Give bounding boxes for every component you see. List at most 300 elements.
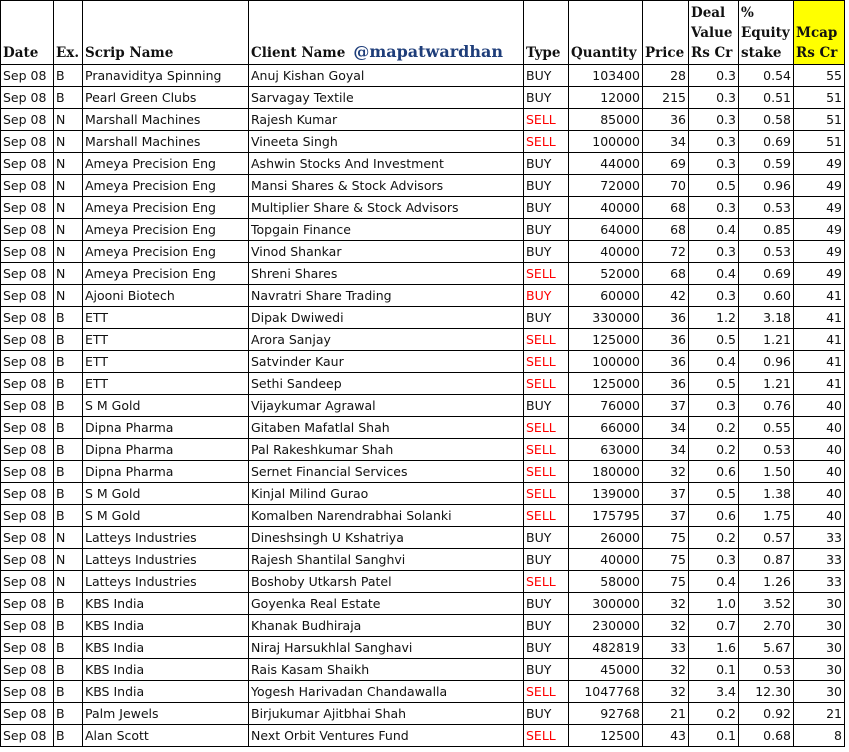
cell-mcap: 30: [794, 637, 845, 659]
cell-client-name: Shreni Shares: [249, 263, 524, 285]
cell-quantity: 12000: [569, 87, 643, 109]
cell-type: SELL: [524, 329, 569, 351]
table-body: [1, 65, 845, 747]
cell-deal-value: 3.4: [689, 681, 739, 703]
cell-date: Sep 08: [1, 175, 54, 197]
table-row: [1, 241, 845, 263]
cell-quantity: 26000: [569, 527, 643, 549]
cell-price: 32: [643, 659, 689, 681]
cell-client-name: Komalben Narendrabhai Solanki: [249, 505, 524, 527]
cell-mcap: 49: [794, 263, 845, 285]
cell-mcap: 8: [794, 725, 845, 747]
cell-client-name: Navratri Share Trading: [249, 285, 524, 307]
cell-equity-stake: 0.58: [739, 109, 794, 131]
cell-type: SELL: [524, 461, 569, 483]
cell-deal-value: 0.3: [689, 87, 739, 109]
cell-price: 68: [643, 197, 689, 219]
cell-equity-stake: 0.59: [739, 153, 794, 175]
cell-client-name: Goyenka Real Estate: [249, 593, 524, 615]
cell-exchange: B: [54, 703, 83, 725]
cell-mcap: 40: [794, 483, 845, 505]
cell-deal-value: 0.3: [689, 241, 739, 263]
cell-exchange: N: [54, 263, 83, 285]
cell-date: Sep 08: [1, 505, 54, 527]
cell-quantity: 40000: [569, 197, 643, 219]
cell-mcap: 51: [794, 109, 845, 131]
cell-type: SELL: [524, 351, 569, 373]
cell-type: BUY: [524, 703, 569, 725]
cell-price: 36: [643, 329, 689, 351]
cell-date: Sep 08: [1, 571, 54, 593]
cell-deal-value: 0.7: [689, 615, 739, 637]
cell-client-name: Kinjal Milind Gurao: [249, 483, 524, 505]
table-row: [1, 505, 845, 527]
table-row: [1, 461, 845, 483]
cell-scrip-name: KBS India: [83, 681, 249, 703]
cell-exchange: B: [54, 329, 83, 351]
cell-quantity: 40000: [569, 241, 643, 263]
cell-price: 72: [643, 241, 689, 263]
cell-scrip-name: ETT: [83, 307, 249, 329]
header-date: Date: [1, 1, 54, 65]
cell-date: Sep 08: [1, 703, 54, 725]
cell-client-name: Sethi Sandeep: [249, 373, 524, 395]
cell-deal-value: 0.4: [689, 219, 739, 241]
table-row: [1, 571, 845, 593]
cell-client-name: Vijaykumar Agrawal: [249, 395, 524, 417]
cell-date: Sep 08: [1, 241, 54, 263]
cell-deal-value: 0.2: [689, 703, 739, 725]
cell-client-name: Next Orbit Ventures Fund: [249, 725, 524, 747]
cell-exchange: B: [54, 615, 83, 637]
cell-equity-stake: 0.60: [739, 285, 794, 307]
cell-date: Sep 08: [1, 483, 54, 505]
cell-date: Sep 08: [1, 725, 54, 747]
cell-date: Sep 08: [1, 549, 54, 571]
cell-date: Sep 08: [1, 527, 54, 549]
cell-date: Sep 08: [1, 615, 54, 637]
cell-scrip-name: Dipna Pharma: [83, 417, 249, 439]
header-equity-stake: % Equity stake: [739, 1, 794, 65]
cell-equity-stake: 0.96: [739, 351, 794, 373]
cell-type: BUY: [524, 87, 569, 109]
cell-exchange: B: [54, 637, 83, 659]
cell-deal-value: 0.1: [689, 659, 739, 681]
cell-equity-stake: 0.54: [739, 65, 794, 87]
cell-date: Sep 08: [1, 659, 54, 681]
cell-client-name: Rajesh Shantilal Sanghvi: [249, 549, 524, 571]
cell-equity-stake: 3.52: [739, 593, 794, 615]
cell-exchange: B: [54, 373, 83, 395]
cell-client-name: Vinod Shankar: [249, 241, 524, 263]
cell-date: Sep 08: [1, 263, 54, 285]
cell-client-name: Multiplier Share & Stock Advisors: [249, 197, 524, 219]
cell-price: 34: [643, 417, 689, 439]
cell-scrip-name: Ameya Precision Eng: [83, 241, 249, 263]
cell-deal-value: 0.5: [689, 329, 739, 351]
cell-type: BUY: [524, 307, 569, 329]
cell-scrip-name: Dipna Pharma: [83, 439, 249, 461]
cell-scrip-name: Ameya Precision Eng: [83, 219, 249, 241]
cell-client-name: Vineeta Singh: [249, 131, 524, 153]
cell-date: Sep 08: [1, 417, 54, 439]
cell-equity-stake: 2.70: [739, 615, 794, 637]
cell-scrip-name: Ameya Precision Eng: [83, 175, 249, 197]
table-row: [1, 329, 845, 351]
cell-exchange: B: [54, 681, 83, 703]
cell-scrip-name: KBS India: [83, 637, 249, 659]
cell-equity-stake: 5.67: [739, 637, 794, 659]
cell-type: SELL: [524, 373, 569, 395]
cell-price: 68: [643, 263, 689, 285]
cell-deal-value: 0.1: [689, 725, 739, 747]
cell-mcap: 55: [794, 65, 845, 87]
cell-deal-value: 0.3: [689, 65, 739, 87]
cell-exchange: B: [54, 307, 83, 329]
cell-exchange: B: [54, 65, 83, 87]
cell-scrip-name: KBS India: [83, 659, 249, 681]
cell-deal-value: 0.4: [689, 571, 739, 593]
cell-deal-value: 0.5: [689, 373, 739, 395]
cell-client-name: Topgain Finance: [249, 219, 524, 241]
cell-scrip-name: Ajooni Biotech: [83, 285, 249, 307]
cell-client-name: Khanak Budhiraja: [249, 615, 524, 637]
cell-mcap: 51: [794, 131, 845, 153]
cell-client-name: Boshoby Utkarsh Patel: [249, 571, 524, 593]
cell-equity-stake: 0.68: [739, 725, 794, 747]
cell-quantity: 330000: [569, 307, 643, 329]
cell-price: 21: [643, 703, 689, 725]
header-price: Price: [643, 1, 689, 65]
cell-client-name: Dineshsingh U Kshatriya: [249, 527, 524, 549]
table-row: [1, 593, 845, 615]
table-row: [1, 197, 845, 219]
cell-exchange: B: [54, 351, 83, 373]
header-type: Type: [524, 1, 569, 65]
cell-type: BUY: [524, 219, 569, 241]
cell-quantity: 44000: [569, 153, 643, 175]
cell-quantity: 12500: [569, 725, 643, 747]
cell-type: BUY: [524, 637, 569, 659]
cell-mcap: 40: [794, 461, 845, 483]
cell-exchange: B: [54, 659, 83, 681]
cell-mcap: 41: [794, 351, 845, 373]
cell-scrip-name: KBS India: [83, 615, 249, 637]
cell-deal-value: 0.2: [689, 439, 739, 461]
table-row: [1, 373, 845, 395]
cell-price: 32: [643, 681, 689, 703]
cell-mcap: 30: [794, 593, 845, 615]
cell-scrip-name: Marshall Machines: [83, 109, 249, 131]
cell-price: 36: [643, 307, 689, 329]
cell-deal-value: 0.3: [689, 109, 739, 131]
cell-type: SELL: [524, 505, 569, 527]
cell-quantity: 230000: [569, 615, 643, 637]
cell-exchange: N: [54, 197, 83, 219]
cell-exchange: N: [54, 131, 83, 153]
cell-date: Sep 08: [1, 439, 54, 461]
cell-exchange: N: [54, 549, 83, 571]
cell-equity-stake: 0.69: [739, 131, 794, 153]
cell-scrip-name: KBS India: [83, 593, 249, 615]
cell-type: BUY: [524, 175, 569, 197]
cell-exchange: N: [54, 175, 83, 197]
table-row: [1, 725, 845, 747]
cell-scrip-name: Palm Jewels: [83, 703, 249, 725]
cell-scrip-name: S M Gold: [83, 395, 249, 417]
cell-price: 32: [643, 615, 689, 637]
cell-mcap: 49: [794, 241, 845, 263]
cell-equity-stake: 0.57: [739, 527, 794, 549]
cell-equity-stake: 1.50: [739, 461, 794, 483]
cell-date: Sep 08: [1, 65, 54, 87]
cell-quantity: 64000: [569, 219, 643, 241]
cell-mcap: 21: [794, 703, 845, 725]
cell-scrip-name: ETT: [83, 351, 249, 373]
cell-type: BUY: [524, 395, 569, 417]
cell-quantity: 63000: [569, 439, 643, 461]
cell-price: 215: [643, 87, 689, 109]
cell-type: SELL: [524, 483, 569, 505]
table-row: [1, 109, 845, 131]
cell-deal-value: 0.6: [689, 461, 739, 483]
table-row: [1, 439, 845, 461]
cell-type: SELL: [524, 571, 569, 593]
cell-date: Sep 08: [1, 373, 54, 395]
cell-equity-stake: 1.21: [739, 373, 794, 395]
cell-type: SELL: [524, 725, 569, 747]
cell-price: 37: [643, 483, 689, 505]
cell-quantity: 40000: [569, 549, 643, 571]
cell-scrip-name: Alan Scott: [83, 725, 249, 747]
cell-quantity: 66000: [569, 417, 643, 439]
cell-type: BUY: [524, 153, 569, 175]
cell-deal-value: 0.2: [689, 527, 739, 549]
cell-exchange: B: [54, 725, 83, 747]
cell-exchange: B: [54, 505, 83, 527]
cell-client-name: Niraj Harsukhlal Sanghavi: [249, 637, 524, 659]
table-row: [1, 153, 845, 175]
cell-price: 68: [643, 219, 689, 241]
table-row: [1, 417, 845, 439]
cell-price: 32: [643, 593, 689, 615]
cell-mcap: 41: [794, 307, 845, 329]
table-row: [1, 681, 845, 703]
cell-quantity: 76000: [569, 395, 643, 417]
cell-price: 36: [643, 373, 689, 395]
cell-type: BUY: [524, 197, 569, 219]
cell-price: 32: [643, 461, 689, 483]
cell-price: 75: [643, 527, 689, 549]
cell-deal-value: 1.0: [689, 593, 739, 615]
cell-exchange: B: [54, 593, 83, 615]
cell-price: 70: [643, 175, 689, 197]
header-exchange: Ex.: [54, 1, 83, 65]
cell-quantity: 100000: [569, 351, 643, 373]
cell-price: 28: [643, 65, 689, 87]
cell-date: Sep 08: [1, 153, 54, 175]
table-row: [1, 615, 845, 637]
cell-exchange: B: [54, 439, 83, 461]
header-mcap: Mcap Rs Cr: [794, 1, 845, 65]
cell-mcap: 30: [794, 615, 845, 637]
cell-equity-stake: 0.96: [739, 175, 794, 197]
cell-mcap: 33: [794, 549, 845, 571]
cell-date: Sep 08: [1, 637, 54, 659]
cell-quantity: 125000: [569, 329, 643, 351]
cell-scrip-name: Ameya Precision Eng: [83, 263, 249, 285]
cell-price: 69: [643, 153, 689, 175]
cell-client-name: Sernet Financial Services: [249, 461, 524, 483]
cell-deal-value: 0.5: [689, 175, 739, 197]
header-scrip-name: Scrip Name: [83, 1, 249, 65]
cell-client-name: Sarvagay Textile: [249, 87, 524, 109]
cell-exchange: B: [54, 417, 83, 439]
cell-price: 43: [643, 725, 689, 747]
cell-scrip-name: Pearl Green Clubs: [83, 87, 249, 109]
cell-client-name: Dipak Dwiwedi: [249, 307, 524, 329]
cell-mcap: 30: [794, 659, 845, 681]
cell-type: BUY: [524, 65, 569, 87]
cell-deal-value: 0.3: [689, 285, 739, 307]
cell-client-name: Birjukumar Ajitbhai Shah: [249, 703, 524, 725]
table-row: [1, 483, 845, 505]
cell-mcap: 41: [794, 285, 845, 307]
cell-equity-stake: 1.26: [739, 571, 794, 593]
cell-date: Sep 08: [1, 131, 54, 153]
cell-equity-stake: 12.30: [739, 681, 794, 703]
cell-type: SELL: [524, 417, 569, 439]
cell-mcap: 41: [794, 329, 845, 351]
cell-quantity: 60000: [569, 285, 643, 307]
cell-mcap: 40: [794, 505, 845, 527]
cell-exchange: N: [54, 285, 83, 307]
cell-equity-stake: 0.76: [739, 395, 794, 417]
cell-type: BUY: [524, 615, 569, 637]
header-client-name-cell: [249, 1, 524, 65]
cell-exchange: N: [54, 109, 83, 131]
cell-price: 75: [643, 549, 689, 571]
cell-price: 36: [643, 109, 689, 131]
cell-price: 42: [643, 285, 689, 307]
cell-equity-stake: 0.87: [739, 549, 794, 571]
cell-exchange: B: [54, 87, 83, 109]
cell-equity-stake: 0.53: [739, 241, 794, 263]
cell-scrip-name: Marshall Machines: [83, 131, 249, 153]
cell-quantity: 139000: [569, 483, 643, 505]
cell-equity-stake: 1.21: [739, 329, 794, 351]
cell-equity-stake: 3.18: [739, 307, 794, 329]
cell-mcap: 49: [794, 197, 845, 219]
table-row: [1, 659, 845, 681]
table-row: [1, 395, 845, 417]
cell-deal-value: 0.4: [689, 263, 739, 285]
cell-deal-value: 0.4: [689, 351, 739, 373]
cell-quantity: 92768: [569, 703, 643, 725]
cell-equity-stake: 1.75: [739, 505, 794, 527]
table-row: [1, 87, 845, 109]
cell-type: SELL: [524, 439, 569, 461]
cell-deal-value: 0.5: [689, 483, 739, 505]
cell-scrip-name: Latteys Industries: [83, 527, 249, 549]
cell-deal-value: 0.2: [689, 417, 739, 439]
cell-mcap: 41: [794, 373, 845, 395]
cell-date: Sep 08: [1, 395, 54, 417]
cell-quantity: 58000: [569, 571, 643, 593]
cell-scrip-name: Latteys Industries: [83, 549, 249, 571]
cell-exchange: N: [54, 219, 83, 241]
header-row: [1, 1, 845, 65]
cell-client-name: Satvinder Kaur: [249, 351, 524, 373]
cell-date: Sep 08: [1, 681, 54, 703]
cell-quantity: 175795: [569, 505, 643, 527]
cell-deal-value: 0.3: [689, 395, 739, 417]
cell-equity-stake: 0.92: [739, 703, 794, 725]
header-quantity: Quantity: [569, 1, 643, 65]
cell-equity-stake: 1.38: [739, 483, 794, 505]
cell-equity-stake: 0.55: [739, 417, 794, 439]
cell-exchange: B: [54, 461, 83, 483]
cell-date: Sep 08: [1, 197, 54, 219]
cell-scrip-name: S M Gold: [83, 483, 249, 505]
table-row: [1, 703, 845, 725]
cell-deal-value: 0.6: [689, 505, 739, 527]
cell-equity-stake: 0.85: [739, 219, 794, 241]
cell-quantity: 103400: [569, 65, 643, 87]
cell-date: Sep 08: [1, 219, 54, 241]
cell-deal-value: 0.3: [689, 131, 739, 153]
cell-scrip-name: ETT: [83, 373, 249, 395]
cell-quantity: 72000: [569, 175, 643, 197]
cell-equity-stake: 0.53: [739, 659, 794, 681]
table-row: [1, 131, 845, 153]
cell-mcap: 40: [794, 417, 845, 439]
cell-client-name: Arora Sanjay: [249, 329, 524, 351]
cell-date: Sep 08: [1, 351, 54, 373]
cell-date: Sep 08: [1, 461, 54, 483]
cell-type: BUY: [524, 285, 569, 307]
cell-type: BUY: [524, 549, 569, 571]
cell-date: Sep 08: [1, 307, 54, 329]
cell-equity-stake: 0.53: [739, 197, 794, 219]
cell-client-name: Yogesh Harivadan Chandawalla: [249, 681, 524, 703]
table-row: [1, 351, 845, 373]
cell-price: 33: [643, 637, 689, 659]
cell-quantity: 85000: [569, 109, 643, 131]
cell-date: Sep 08: [1, 329, 54, 351]
cell-scrip-name: Pranaviditya Spinning: [83, 65, 249, 87]
cell-exchange: B: [54, 395, 83, 417]
cell-deal-value: 1.2: [689, 307, 739, 329]
cell-exchange: N: [54, 241, 83, 263]
cell-equity-stake: 0.53: [739, 439, 794, 461]
cell-exchange: N: [54, 571, 83, 593]
cell-type: BUY: [524, 659, 569, 681]
cell-mcap: 49: [794, 175, 845, 197]
cell-mcap: 40: [794, 395, 845, 417]
cell-price: 75: [643, 571, 689, 593]
cell-mcap: 40: [794, 439, 845, 461]
cell-type: SELL: [524, 131, 569, 153]
cell-client-name: Gitaben Mafatlal Shah: [249, 417, 524, 439]
cell-date: Sep 08: [1, 87, 54, 109]
cell-scrip-name: Dipna Pharma: [83, 461, 249, 483]
cell-price: 37: [643, 505, 689, 527]
cell-price: 37: [643, 395, 689, 417]
table-row: [1, 175, 845, 197]
twitter-handle: @mapatwardhan: [353, 42, 503, 61]
cell-type: SELL: [524, 263, 569, 285]
